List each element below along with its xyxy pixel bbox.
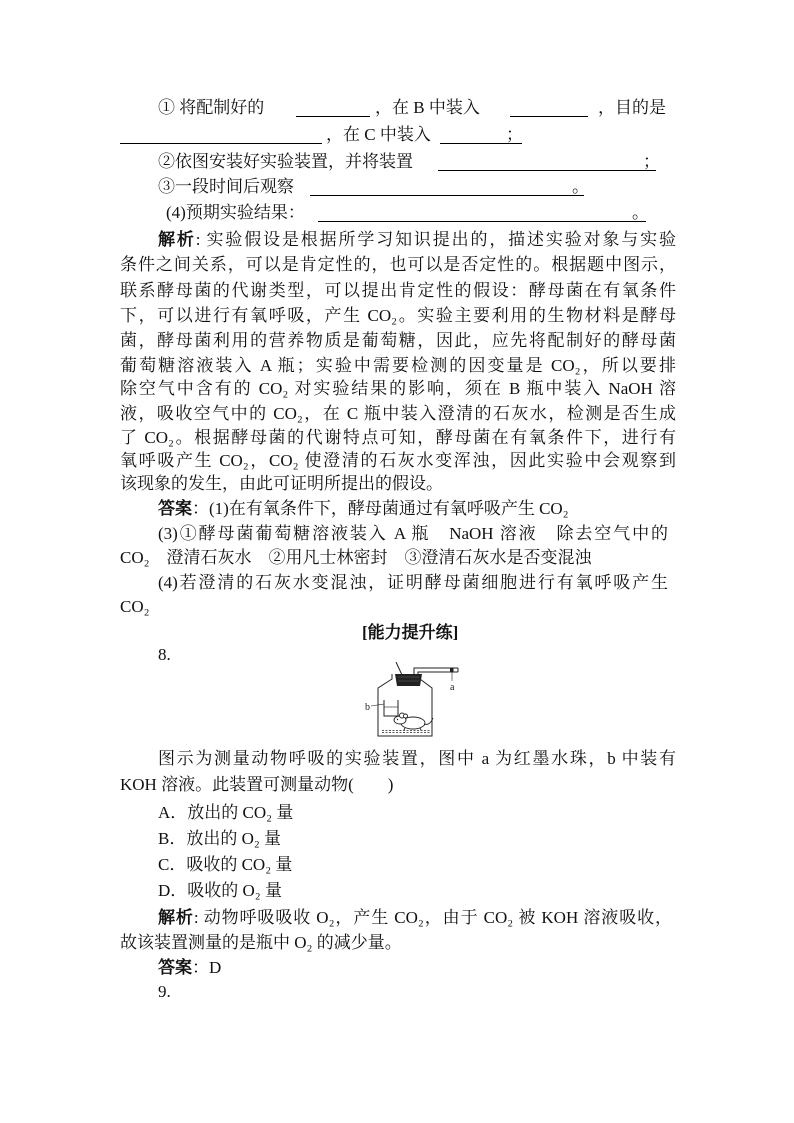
answer-label: 答案	[158, 499, 192, 518]
analysis-line	[158, 906, 672, 930]
analysis-label: 解析	[158, 908, 194, 927]
analysis-line: 除空气中含有的 CO₂ 对实验结果的影响，须在 B 瓶中装入 NaOH 溶	[120, 379, 676, 398]
respiration-apparatus-figure	[362, 660, 462, 740]
option-b: B．放出的 O₂ 量	[158, 829, 282, 848]
section-heading: [能力提升练]	[362, 623, 459, 642]
answer-blank	[310, 175, 584, 196]
option-d: D．吸收的 O₂ 量	[158, 881, 282, 900]
question-stem-line: 图示为测量动物呼吸的实验装置，图中 a 为红墨水珠，b 中装有	[158, 749, 676, 768]
answer-line: (4)若澄清的石灰水变混浊，证明酵母菌细胞进行有氧呼吸产生	[158, 573, 668, 592]
question-number: 8.	[158, 645, 171, 664]
analysis-label: 解析	[158, 230, 196, 249]
label-b: b	[365, 702, 370, 713]
question-stem-line: KOH 溶液。此装置可测量动物( )	[120, 775, 394, 794]
analysis-line: 联系酵母菌的代谢类型，可以提出肯定性的假设：酵母菌在有氧条件	[120, 281, 676, 300]
analysis-text: : 动物呼吸吸收 O₂，产生 CO₂，由于 CO₂ 被 KOH 溶液吸收，	[193, 908, 673, 927]
analysis-line: 葡萄糖溶液装入 A 瓶；实验中需要检测的因变量是 CO₂，所以要排	[120, 356, 676, 375]
red-ink-droplet	[450, 669, 454, 672]
answer-blank	[318, 201, 646, 222]
item4-text-a: (4)预期实验结果：	[166, 203, 305, 222]
answer-text: ：(1)在有氧条件下，酵母菌通过有氧呼吸产生 CO₂	[192, 499, 569, 518]
koh-beaker	[384, 700, 398, 716]
left-tube	[396, 662, 402, 675]
item3-text-a: ③一段时间后观察	[158, 177, 294, 196]
analysis-line: 下，可以进行有氧呼吸，产生 CO₂。实验主要利用的生物材料是酵母	[120, 306, 676, 325]
analysis-line: 故该装置测量的是瓶中 O₂ 的减少量。	[120, 933, 402, 952]
item1-text-a: ① 将配制好的	[158, 98, 265, 117]
option-c: C．吸收的 CO₂ 量	[158, 855, 293, 874]
item1-text-d: ，在 C 中装入	[326, 125, 431, 144]
analysis-line	[158, 228, 676, 252]
item2-text-b: ；	[643, 152, 660, 171]
label-a: a	[450, 682, 455, 693]
item1-text-b: ，在 B 中装入	[375, 98, 480, 117]
mouse-drawing	[394, 713, 433, 730]
item4-text-b: 。	[632, 203, 649, 222]
q8-answer	[158, 956, 221, 980]
question-number: 9.	[158, 982, 171, 1001]
item1-text-e: ；	[506, 125, 523, 144]
answer-line: CO₂	[120, 597, 150, 616]
answer-line	[158, 497, 569, 521]
option-a: A．放出的 CO₂ 量	[158, 803, 294, 822]
item3-text-b: 。	[572, 177, 589, 196]
analysis-text: : 实验假设是根据所学习知识提出的，描述实验对象与实验	[195, 230, 677, 249]
analysis-line: 条件之间关系，可以是肯定性的，也可以是否定性的。根据题中图示，	[120, 255, 676, 274]
rubber-stopper	[395, 674, 422, 686]
answer-blank	[510, 96, 588, 117]
answer-blank	[296, 96, 370, 117]
analysis-line: 了 CO₂。根据酵母菌的代谢特点可知，酵母菌在有氧条件下，进行有	[120, 428, 676, 447]
answer-blank	[120, 123, 322, 144]
answer-line: CO₂ 澄清石灰水 ②用凡士林密封 ③澄清石灰水是否变混浊	[120, 548, 592, 567]
item1-text-c: ，目的是	[598, 98, 666, 117]
item2-text-a: ②依图安装好实验装置，并将装置	[158, 152, 413, 171]
analysis-line: 氧呼吸产生 CO₂，CO₂ 使澄清的石灰水变浑浊，因此实验中会观察到	[120, 451, 676, 470]
analysis-line: 该现象的发生，由此可证明所提出的假设。	[120, 474, 443, 493]
analysis-line: 菌，酵母菌利用的营养物质是葡萄糖，因此，应先将配制好的酵母菌	[120, 331, 676, 350]
analysis-line: 液，吸收空气中的 CO₂，在 C 瓶中装入澄清的石灰水，检测是否生成	[120, 404, 676, 423]
answer-text: ：D	[192, 958, 222, 977]
wire-mesh-platform	[382, 731, 430, 733]
answer-blank	[438, 150, 656, 171]
answer-label: 答案	[158, 958, 192, 977]
answer-line: (3)①酵母菌葡萄糖溶液装入 A 瓶 NaOH 溶液 除去空气中的	[158, 524, 668, 543]
